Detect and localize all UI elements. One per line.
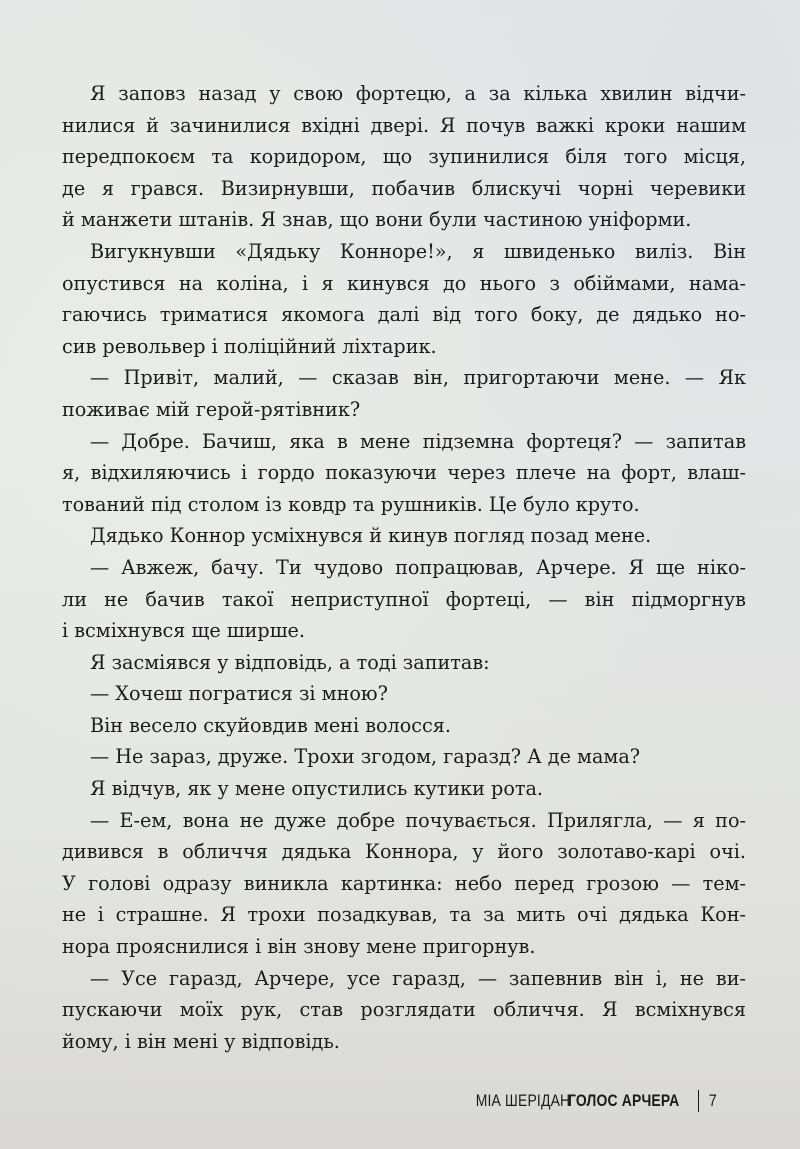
text-line: й манжети штанів. Я знав, що вони були частиною уніформи. [62, 208, 692, 232]
text-line: — Добре. Бачиш, яка в мене підземна фортеця? — запитав [90, 429, 746, 453]
text-line: ли не бачив такої неприступної фортеці, — він підморгнув [62, 587, 746, 611]
paragraph [62, 741, 746, 773]
text-line: Він весело скуйовдив мені волосся. [90, 713, 451, 737]
running-footer [455, 1089, 718, 1113]
text-line: — Привіт, малий, — сказав він, пригортаючи мене. — Як [90, 366, 746, 390]
text-line: де я грався. Визирнувши, побачив блискучі чорні черевики [62, 176, 746, 200]
text-line: — Авжеж, бачу. Ти чудово попрацював, Арчере. Я ще ніко- [90, 555, 746, 579]
text-line: гаючись триматися якомога далі від того боку, де дядько но- [62, 303, 746, 327]
text-line: — Хочеш погратися зі мною? [90, 682, 388, 706]
paragraph [62, 678, 746, 710]
text-line: йому, і він мені у відповідь. [62, 1029, 340, 1053]
paragraph [62, 236, 746, 362]
text-line: Дядько Коннор усміхнувся й кинув погляд позад мене. [90, 524, 652, 548]
text-line: Я заповз назад у свою фортецю, а за кілька хвилин відчи- [90, 82, 746, 105]
paragraph [62, 520, 746, 552]
footer-author: МІА ШЕРІДАН [475, 1091, 571, 1110]
text-line: не і страшне. Я трохи позадкував, та за мить очі дядька Кон- [62, 903, 746, 927]
paragraph [62, 552, 746, 647]
paragraph [62, 805, 746, 963]
text-line: передпокоєм та коридором, що зупинилися біля того місця, [62, 145, 746, 169]
body-text [62, 78, 746, 1057]
paragraph [62, 647, 746, 679]
text-line: тований під столом із ковдр та рушників. Це було круто. [62, 492, 640, 516]
text-line: поживає мій герой-рятівник? [62, 397, 361, 421]
text-line: — Не зараз, друже. Трохи згодом, гаразд? А де мама? [90, 745, 641, 769]
paragraph [62, 710, 746, 742]
text-line: — Усе гаразд, Арчере, усе гаразд, — запевнив він і, не ви- [90, 966, 746, 990]
footer-book-title: ГОЛОС АРЧЕРА [568, 1091, 680, 1110]
text-line: і всміхнувся ще ширше. [62, 619, 305, 643]
paragraph [62, 426, 746, 521]
text-line: Я відчув, як у мене опустились кутики рота. [90, 777, 544, 801]
text-line: сив револьвер і поліційний ліхтарик. [62, 334, 437, 358]
text-line: Вигукнувши «Дядьку Конноре!», я швиденько виліз. Він [90, 239, 746, 263]
paragraph [62, 963, 746, 1058]
text-line: нора прояснилися і він знову мене пригорнув. [62, 935, 536, 959]
text-line: пускаючи моїх рук, став розглядати обличчя. Я всміхнувся [62, 998, 746, 1022]
text-line: У голові одразу виникла картинка: небо перед грозою — тем- [62, 871, 746, 895]
paragraph [62, 773, 746, 805]
paragraph [62, 362, 746, 425]
text-line: я, відхиляючись і гордо показуючи через плече на форт, влаш- [62, 461, 746, 485]
text-line: дивився в обличчя дядька Коннора, у його золотаво-карі очі. [62, 840, 746, 864]
page-number: 7 [709, 1091, 718, 1110]
text-line: опустився на коліна, і я кинувся до нього з обіймами, нама- [62, 271, 746, 295]
footer-separator [698, 1090, 700, 1112]
text-line: — Е-ем, вона не дуже добре почувається. Прилягла, — я по- [90, 808, 746, 832]
paragraph [62, 78, 746, 236]
text-line: Я засміявся у відповідь, а тоді запитав: [90, 650, 490, 674]
text-line: нилися й зачинилися вхідні двері. Я почув важкі кроки нашим [62, 113, 746, 137]
